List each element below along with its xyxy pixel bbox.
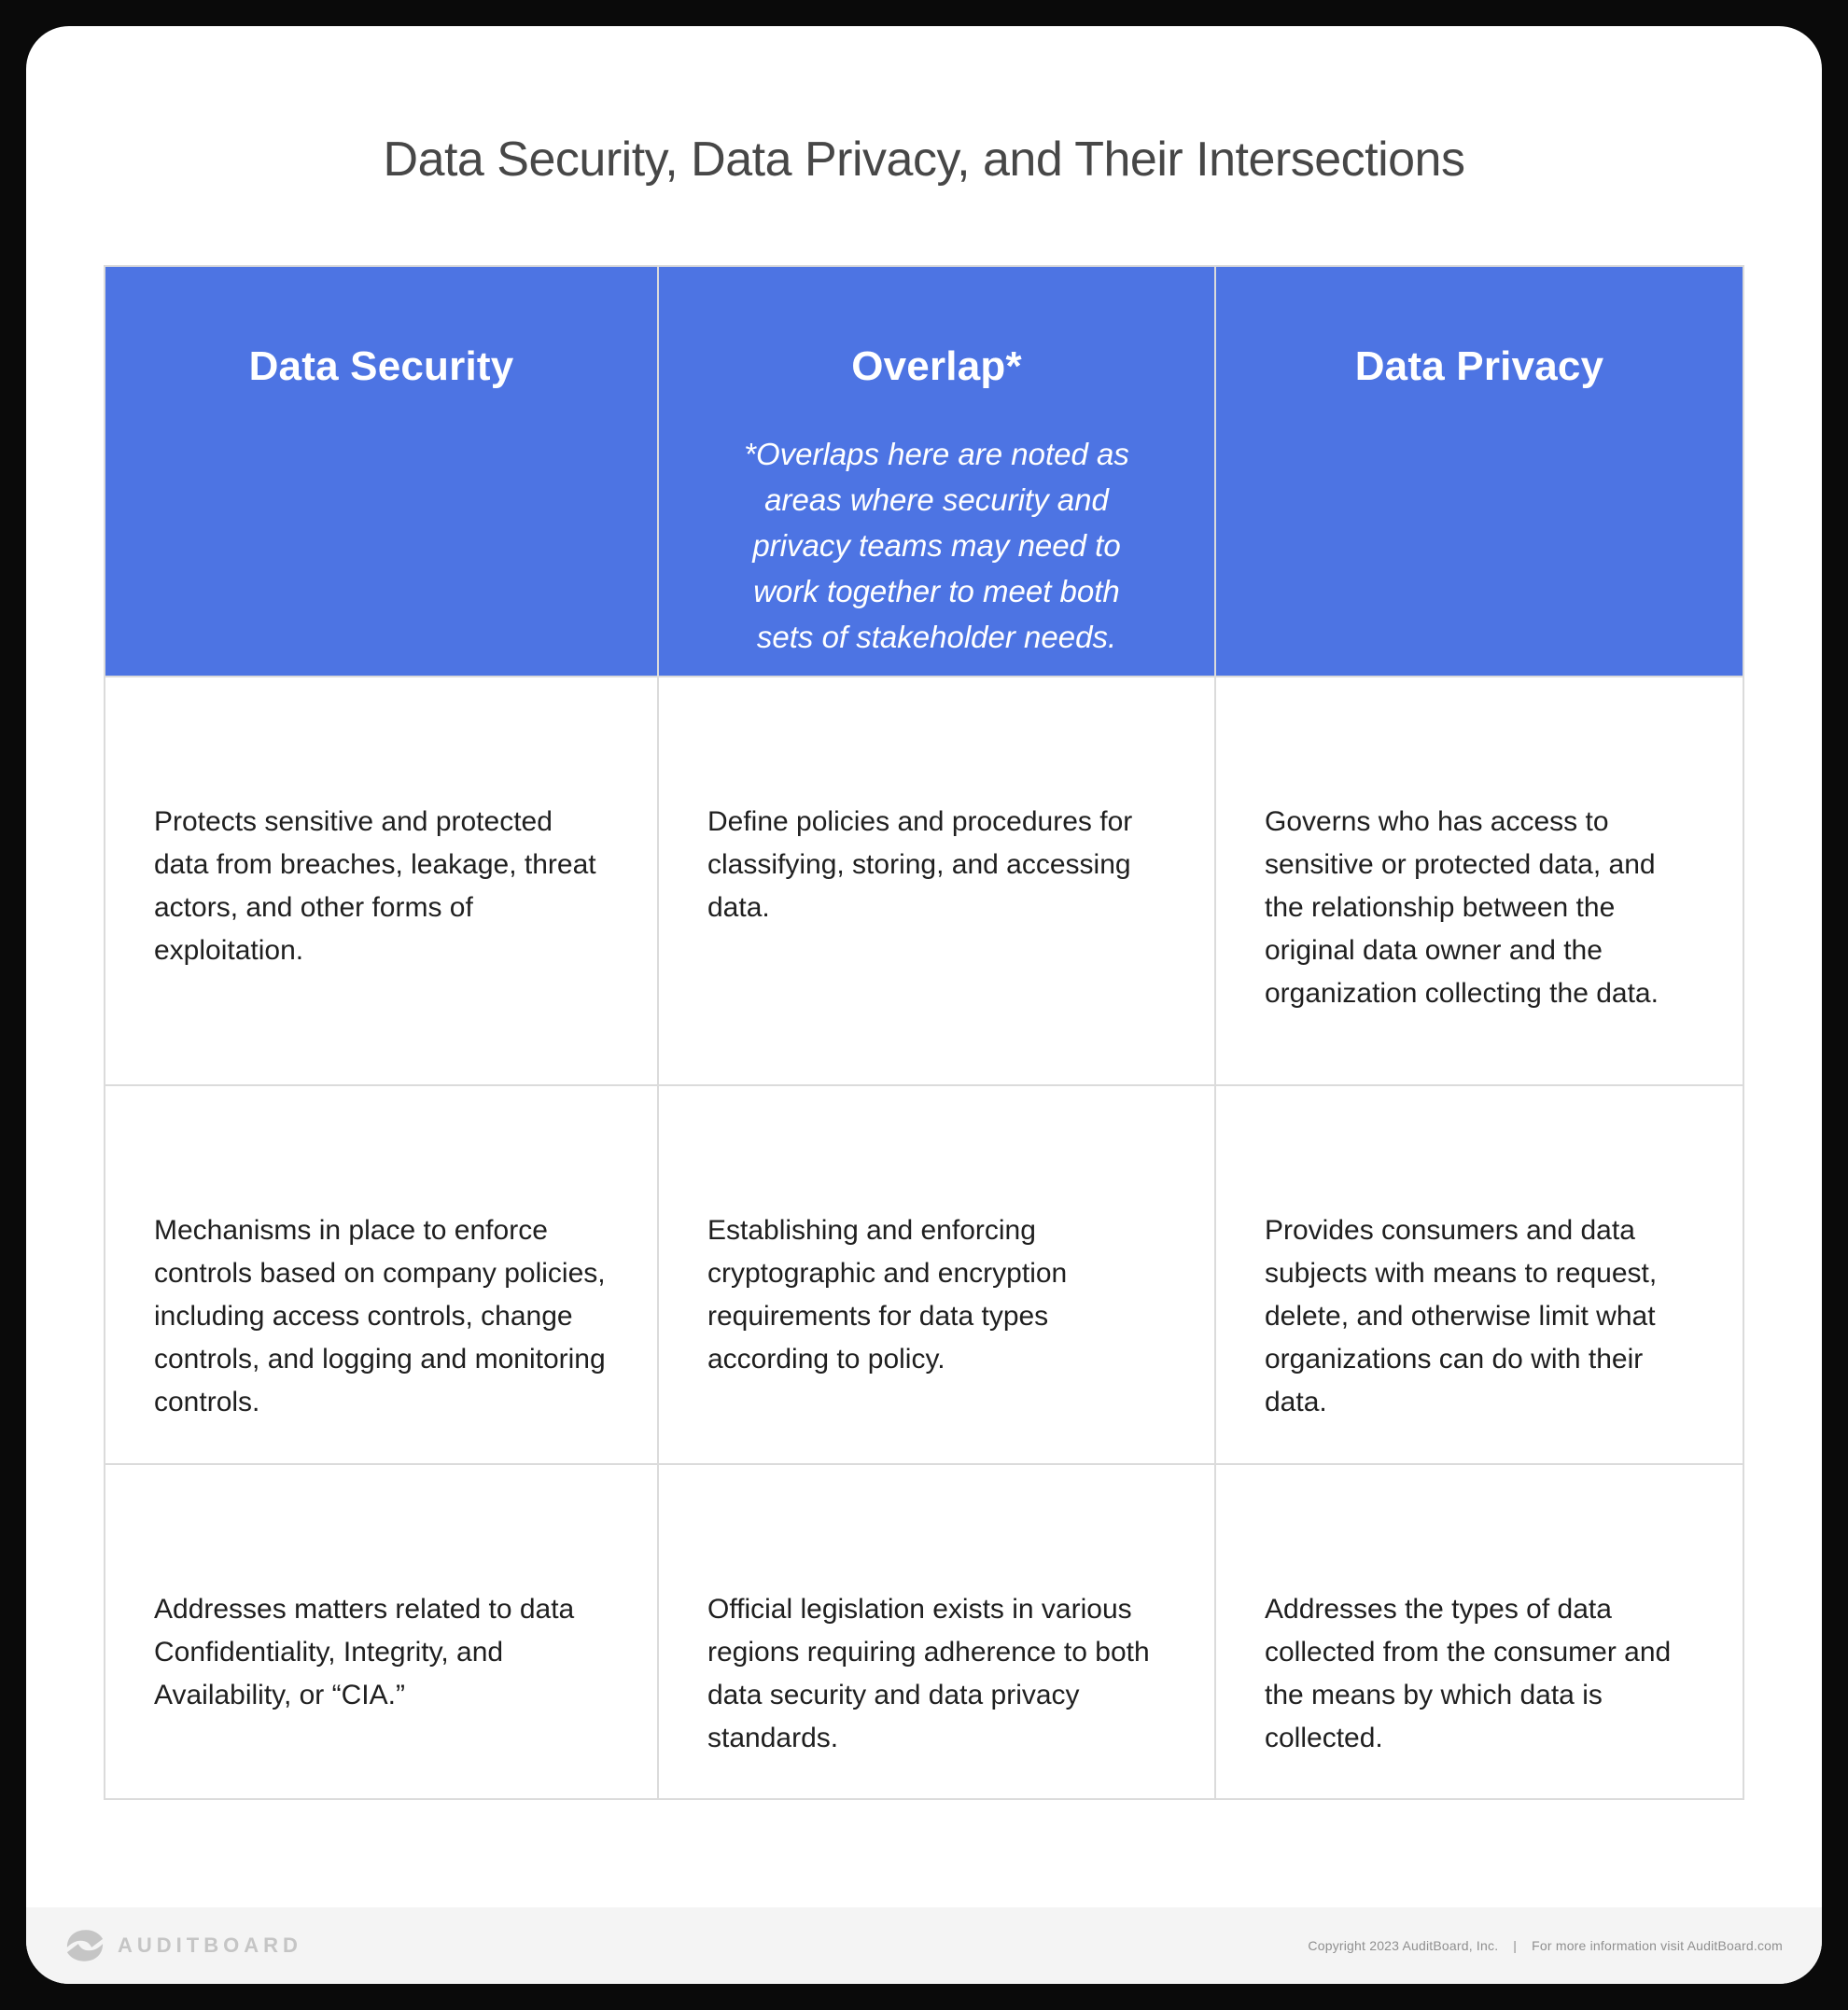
header-cell-overlap bbox=[659, 267, 1214, 676]
header-cell-data-security bbox=[105, 267, 657, 676]
column-header-label: Overlap* bbox=[851, 343, 1022, 389]
table-cell: Establishing and enforcing cryptographic and encryption requirements for data types according to policy. bbox=[659, 1086, 1214, 1463]
table-cell: Addresses matters related to data Confidentiality, Integrity, and Availability, or “CIA.” bbox=[105, 1465, 657, 1798]
copyright-text: Copyright 2023 AuditBoard, Inc. bbox=[1308, 1938, 1499, 1953]
auditboard-logo-text: AUDITBOARD bbox=[118, 1933, 302, 1957]
table-cell: Governs who has access to sensitive or protected data, and the relationship between the original data owner and the organization collecting the data. bbox=[1216, 677, 1743, 1084]
table-cell: Official legislation exists in various regions requiring adherence to both data security and data privacy standards. bbox=[659, 1465, 1214, 1798]
table-cell: Mechanisms in place to enforce controls based on company policies, including access controls, change controls, and logging and monitoring controls. bbox=[105, 1086, 657, 1463]
table-cell: Addresses the types of data collected from the consumer and the means by which data is collected. bbox=[1216, 1465, 1743, 1798]
footer-meta bbox=[1308, 1938, 1783, 1953]
table-cell: Define policies and procedures for classifying, storing, and accessing data. bbox=[659, 677, 1214, 1084]
page-title: Data Security, Data Privacy, and Their Intersections bbox=[383, 133, 1465, 187]
column-header-label: Data Security bbox=[248, 343, 514, 389]
header-cell-data-privacy bbox=[1216, 267, 1743, 676]
column-header-label: Data Privacy bbox=[1354, 343, 1604, 389]
table-cell: Protects sensitive and protected data from breaches, leakage, threat actors, and other forms of exploitation. bbox=[105, 677, 657, 1084]
comparison-table bbox=[104, 265, 1744, 1800]
infographic-page bbox=[26, 26, 1822, 1984]
overlap-footnote: *Overlaps here are noted as areas where security and privacy teams may need to work together to meet both sets of stakeholder needs. bbox=[744, 437, 1129, 654]
auditboard-brand bbox=[65, 1926, 302, 1965]
table-cell: Provides consumers and data subjects with means to request, delete, and otherwise limit what organizations can do with their data. bbox=[1216, 1086, 1743, 1463]
footer-separator: | bbox=[1513, 1938, 1518, 1953]
footer-info-text: For more information visit AuditBoard.com bbox=[1532, 1938, 1783, 1953]
footer bbox=[26, 1907, 1822, 1984]
auditboard-logo-icon bbox=[65, 1926, 105, 1965]
